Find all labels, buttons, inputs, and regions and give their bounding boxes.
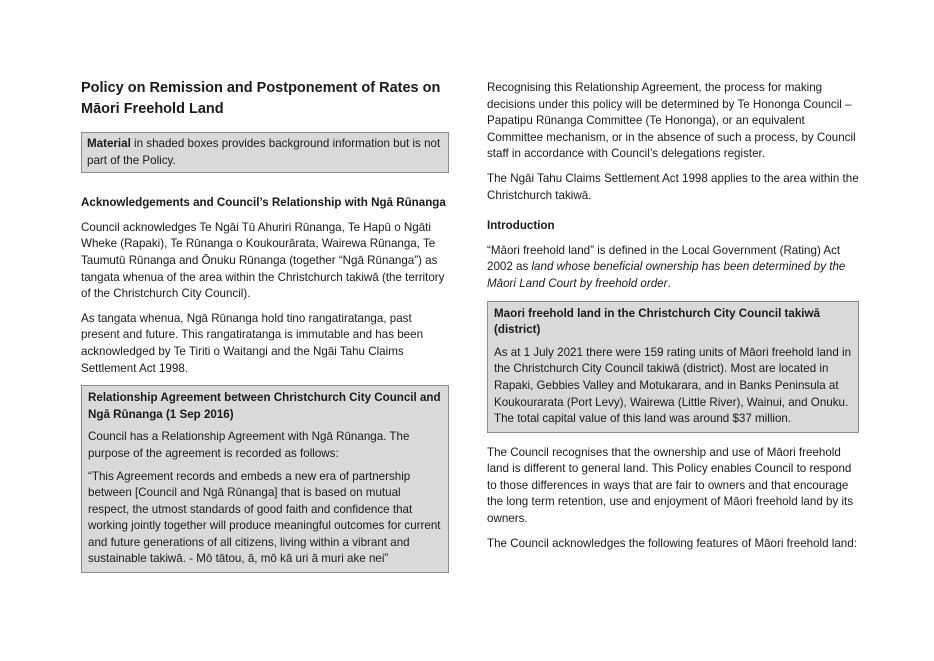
maori-freehold-land-paragraph: As at 1 July 2021 there were 159 rating units of Māori freehold land in the Christchurch City Council takiwā (district). Most are located in Rapaki, Gebbies Valley and Motukarara, and in Banks Peninsula at Koukourarata (Port Levy), Wairewa (Little River), Wainui, and Onuku. The total capital value of this land was around $37 million.	[494, 345, 852, 426]
settlement-act-paragraph: The Ngāi Tahu Claims Settlement Act 1998 applies to the area within the Christchurch takiwā.	[487, 171, 859, 202]
left-column	[81, 78, 449, 585]
background-note	[87, 136, 443, 169]
introduction-heading: Introduction	[487, 219, 555, 233]
introduction-definition: land whose beneficial ownership has been determined by the Māori Land Court by freehold order	[487, 260, 846, 290]
background-note-text: in shaded boxes provides background information but is not part of the Policy.	[87, 137, 441, 167]
acknowledgements-paragraph-1: Council acknowledges Te Ngāi Tū Ahuriri Rūnanga, Te Hapū o Ngāti Wheke (Rapaki), Te Rūnanga o Koukourārata, Wairewa Rūnanga, Te Taumutū Rūnanga and Ōnuku Rūnanga (together “Ngā Rūnanga”) as tangata whenua of the area within the Christchurch takiwā (the territory of the Christchurch City Council).	[81, 220, 445, 301]
introduction-text-start: “Māori freehold land” is defined in the Local Government (Rating) Act 2002 as	[487, 243, 841, 274]
acknowledgements-paragraph-2: As tangata whenua, Ngā Rūnanga hold tino rangatiratanga, past present and future. This rangatiratanga is immutable and has been acknowledged by Te Tiriti o Waitangi and the Ngāi Tahu Claims Settlement Act 1998.	[81, 311, 424, 375]
council-recognises-paragraph: The Council recognises that the ownership and use of Māori freehold land is different to general land. This Policy enables Council to respond to those differences in ways that are fair to owners and that encourage the long term retention, use and enjoyment of Māori freehold land by its owners.	[487, 445, 854, 526]
relationship-agreement-paragraph: Council has a Relationship Agreement with Ngā Rūnanga. The purpose of the agreement is recorded as follows:	[88, 430, 410, 460]
background-note-bold: Material	[87, 137, 131, 150]
maori-freehold-land-box	[487, 301, 859, 433]
document-title: Policy on Remission and Postponement of Rates on Māori Freehold Land	[81, 80, 441, 117]
relationship-agreement-title: Relationship Agreement between Christchurch City Council and Ngā Rūnanga (1 Sep 2016)	[88, 391, 441, 421]
maori-freehold-land-title: Maori freehold land in the Christchurch City Council takiwā (district)	[494, 306, 820, 337]
right-column	[487, 80, 859, 560]
introduction-paragraph	[487, 243, 859, 293]
background-note-box	[81, 132, 449, 173]
council-acknowledges-paragraph: The Council acknowledges the following features of Māori freehold land:	[487, 536, 857, 550]
acknowledgements-heading: Acknowledgements and Council’s Relationship with Ngā Rūnanga	[81, 196, 446, 210]
decision-process-paragraph: Recognising this Relationship Agreement, the process for making decisions under this policy will be determined by Te Hononga Council – Papatipu Rūnanga Committee (Te Hononga), or an equivalent Committee mechanism, or in the absence of such a process, by Council staff in accordance with Council’s delegations register.	[487, 81, 856, 161]
relationship-agreement-box	[81, 385, 449, 573]
relationship-agreement-quote: “This Agreement records and embeds a new era of partnership between [Council and Ngā Rūnanga] that is based on mutual respect, the utmost standards of good faith and confidence that working jointly together will produce meaningful outcomes for current and future generations of all citizens, living within a vibrant and sustainable takiwā. - Mō tātou, ā, mō kā uri ā muri ake nei”	[88, 469, 441, 566]
introduction-text-end: .	[667, 276, 671, 290]
